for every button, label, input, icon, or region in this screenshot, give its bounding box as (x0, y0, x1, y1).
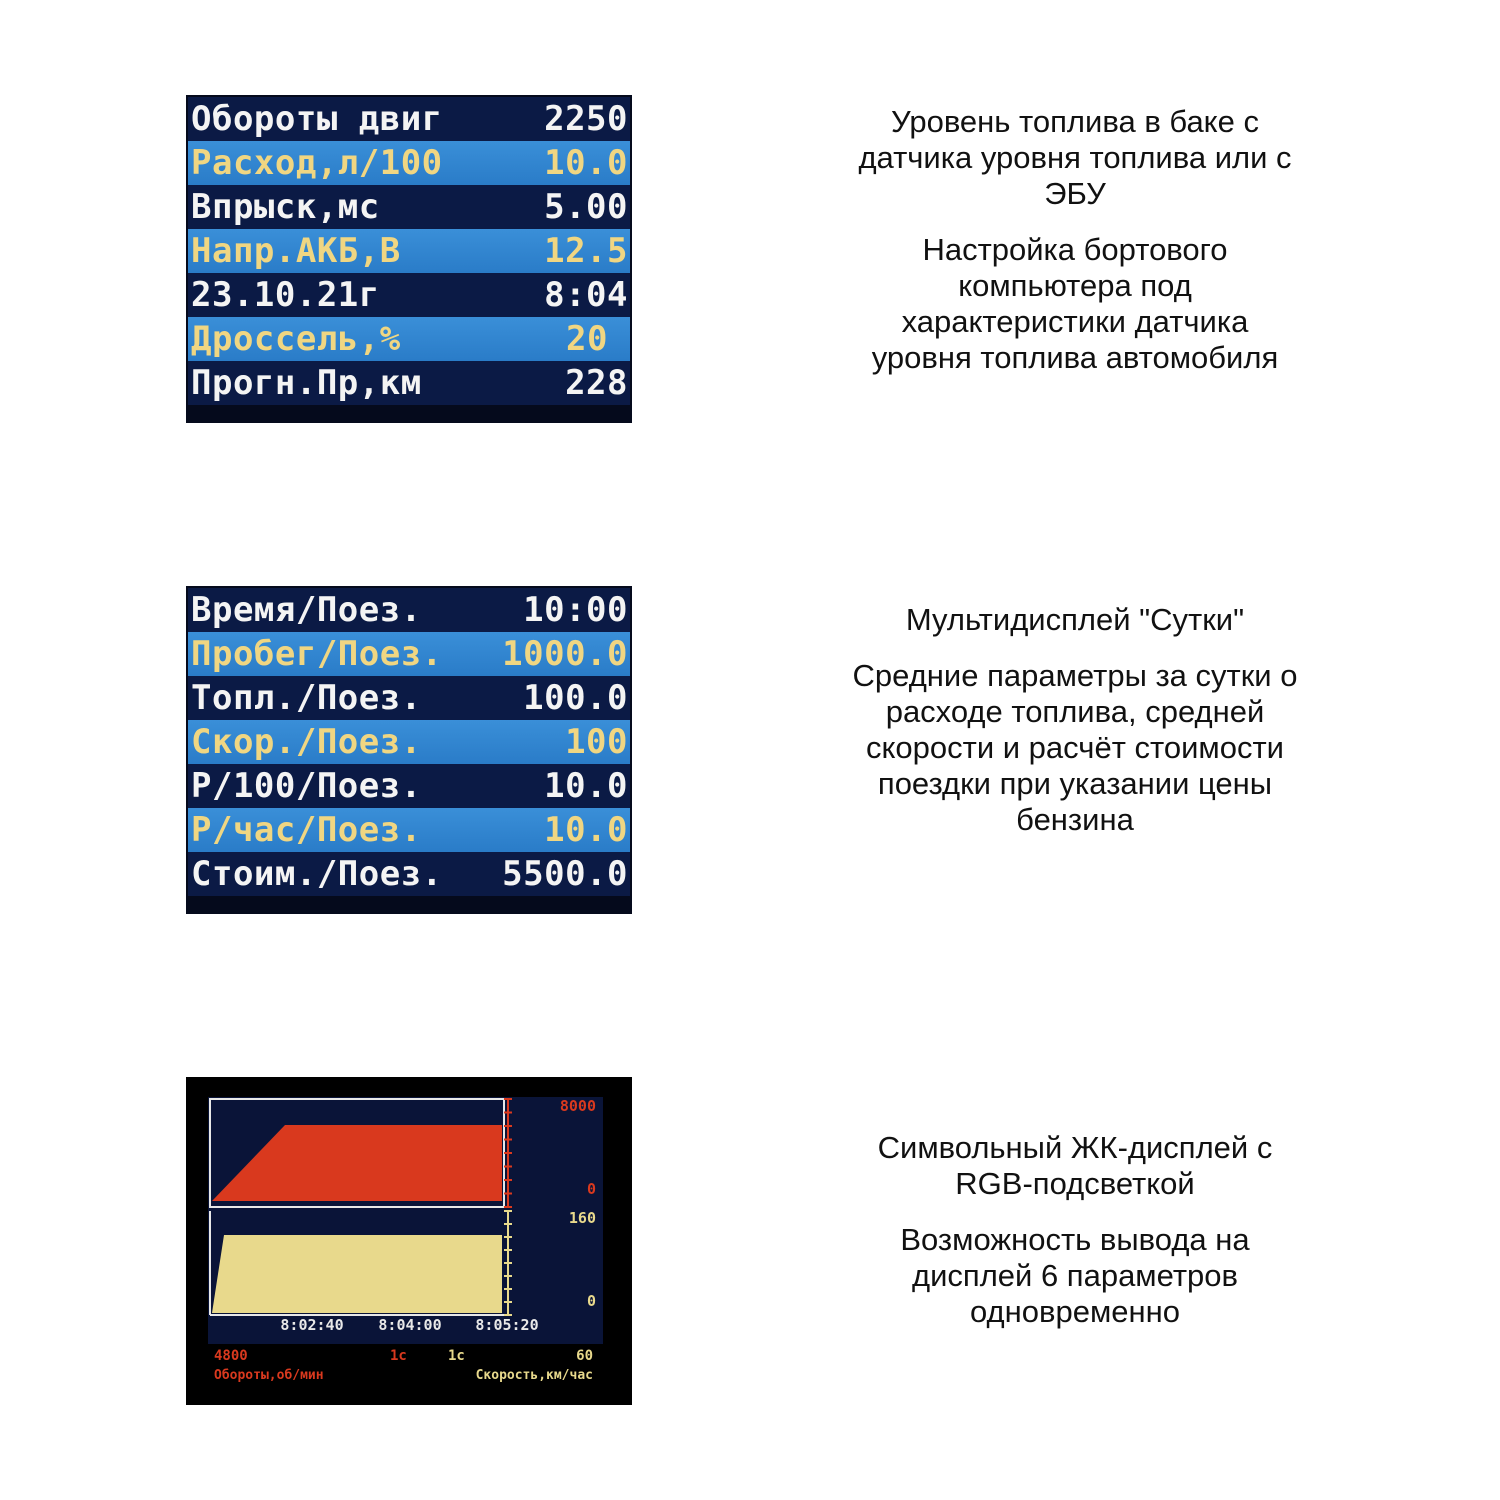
row-label: Р/час/Поез. (191, 810, 422, 850)
speed-area (212, 1235, 502, 1313)
row-value: 5.00 (544, 187, 628, 227)
row-label: Стоим./Поез. (191, 854, 443, 894)
rpm-min-label: 0 (586, 1180, 596, 1198)
lcd-screen-chart (186, 1077, 632, 1405)
row-value: 10.0 (544, 810, 628, 850)
row-label: 23.10.21г (191, 275, 380, 315)
rpm-legend: Обороты,об/мин (214, 1368, 324, 1383)
rpm-interval-label: 1с (390, 1348, 407, 1364)
speed-legend: Скорость,км/час (475, 1368, 593, 1383)
description-title: Символьный ЖК-дисплей с RGB-подсветкой (877, 1130, 1273, 1201)
row-date-time (188, 273, 630, 317)
row-label: Р/100/Поез. (191, 766, 422, 806)
row-value: 8:04 (544, 275, 628, 315)
row-trip-time (188, 588, 630, 632)
row-consumption (188, 141, 630, 185)
x-tick-label: 8:05:20 (475, 1316, 539, 1334)
row-value: 20 (566, 319, 608, 359)
x-tick-label: 8:04:00 (378, 1316, 442, 1334)
row-label: Топл./Поез. (191, 678, 422, 718)
description-daily (850, 602, 1300, 858)
speed-interval-label: 1с (448, 1348, 465, 1364)
lcd-screen-main (186, 95, 632, 423)
row-label: Время/Поез. (191, 590, 422, 630)
row-value: 10.0 (544, 143, 628, 183)
description-text: Возможность вывода на дисплей 6 параметров одновременно (900, 1222, 1250, 1329)
row-injection (188, 185, 630, 229)
description-text: Настройка бортового компьютера под характеристики датчика уровня топлива автомобиля (871, 232, 1279, 375)
row-trip-per-100 (188, 764, 630, 808)
row-value: 228 (565, 363, 628, 403)
row-trip-distance (188, 632, 630, 676)
row-value: 100.0 (523, 678, 628, 718)
lcd-screen-trip (186, 586, 632, 914)
row-label: Обороты двиг (191, 99, 443, 139)
row-label: Напр.АКБ,В (191, 231, 401, 271)
chart (186, 1077, 632, 1405)
row-trip-cost (188, 852, 630, 896)
row-value: 1000.0 (502, 634, 628, 674)
rpm-scale-label: 4800 (214, 1348, 248, 1364)
row-label: Скор./Поез. (191, 722, 422, 762)
description-display (850, 1130, 1300, 1350)
description-fuel-level (850, 104, 1300, 396)
row-rpm (188, 97, 630, 141)
rpm-max-label: 8000 (559, 1097, 596, 1115)
row-label: Впрыск,мс (191, 187, 380, 227)
row-label: Дроссель,% (191, 319, 401, 359)
x-tick-label: 8:02:40 (280, 1316, 344, 1334)
row-value: 100 (565, 722, 628, 762)
row-value: 10:00 (523, 590, 628, 630)
row-battery (188, 229, 630, 273)
description-title: Уровень топлива в баке с датчика уровня топлива или с ЭБУ (858, 104, 1292, 211)
row-throttle (188, 317, 630, 361)
row-value: 2250 (544, 99, 628, 139)
row-trip-speed (188, 720, 630, 764)
row-value: 10.0 (544, 766, 628, 806)
speed-scale-label: 60 (576, 1348, 593, 1364)
row-value: 12.5 (544, 231, 628, 271)
speed-max-label: 160 (568, 1209, 596, 1227)
speed-min-label: 0 (586, 1292, 596, 1310)
row-label: Прогн.Пр,км (191, 363, 422, 403)
description-title: Мультидисплей "Сутки" (905, 602, 1245, 637)
row-trip-per-hour (188, 808, 630, 852)
row-label: Расход,л/100 (191, 143, 443, 183)
row-trip-fuel (188, 676, 630, 720)
row-range (188, 361, 630, 405)
row-value: 5500.0 (502, 854, 628, 894)
row-label: Пробег/Поез. (191, 634, 443, 674)
description-text: Средние параметры за сутки о расходе топлива, средней скорости и расчёт стоимости поездки при указании цены бензина (852, 658, 1298, 837)
